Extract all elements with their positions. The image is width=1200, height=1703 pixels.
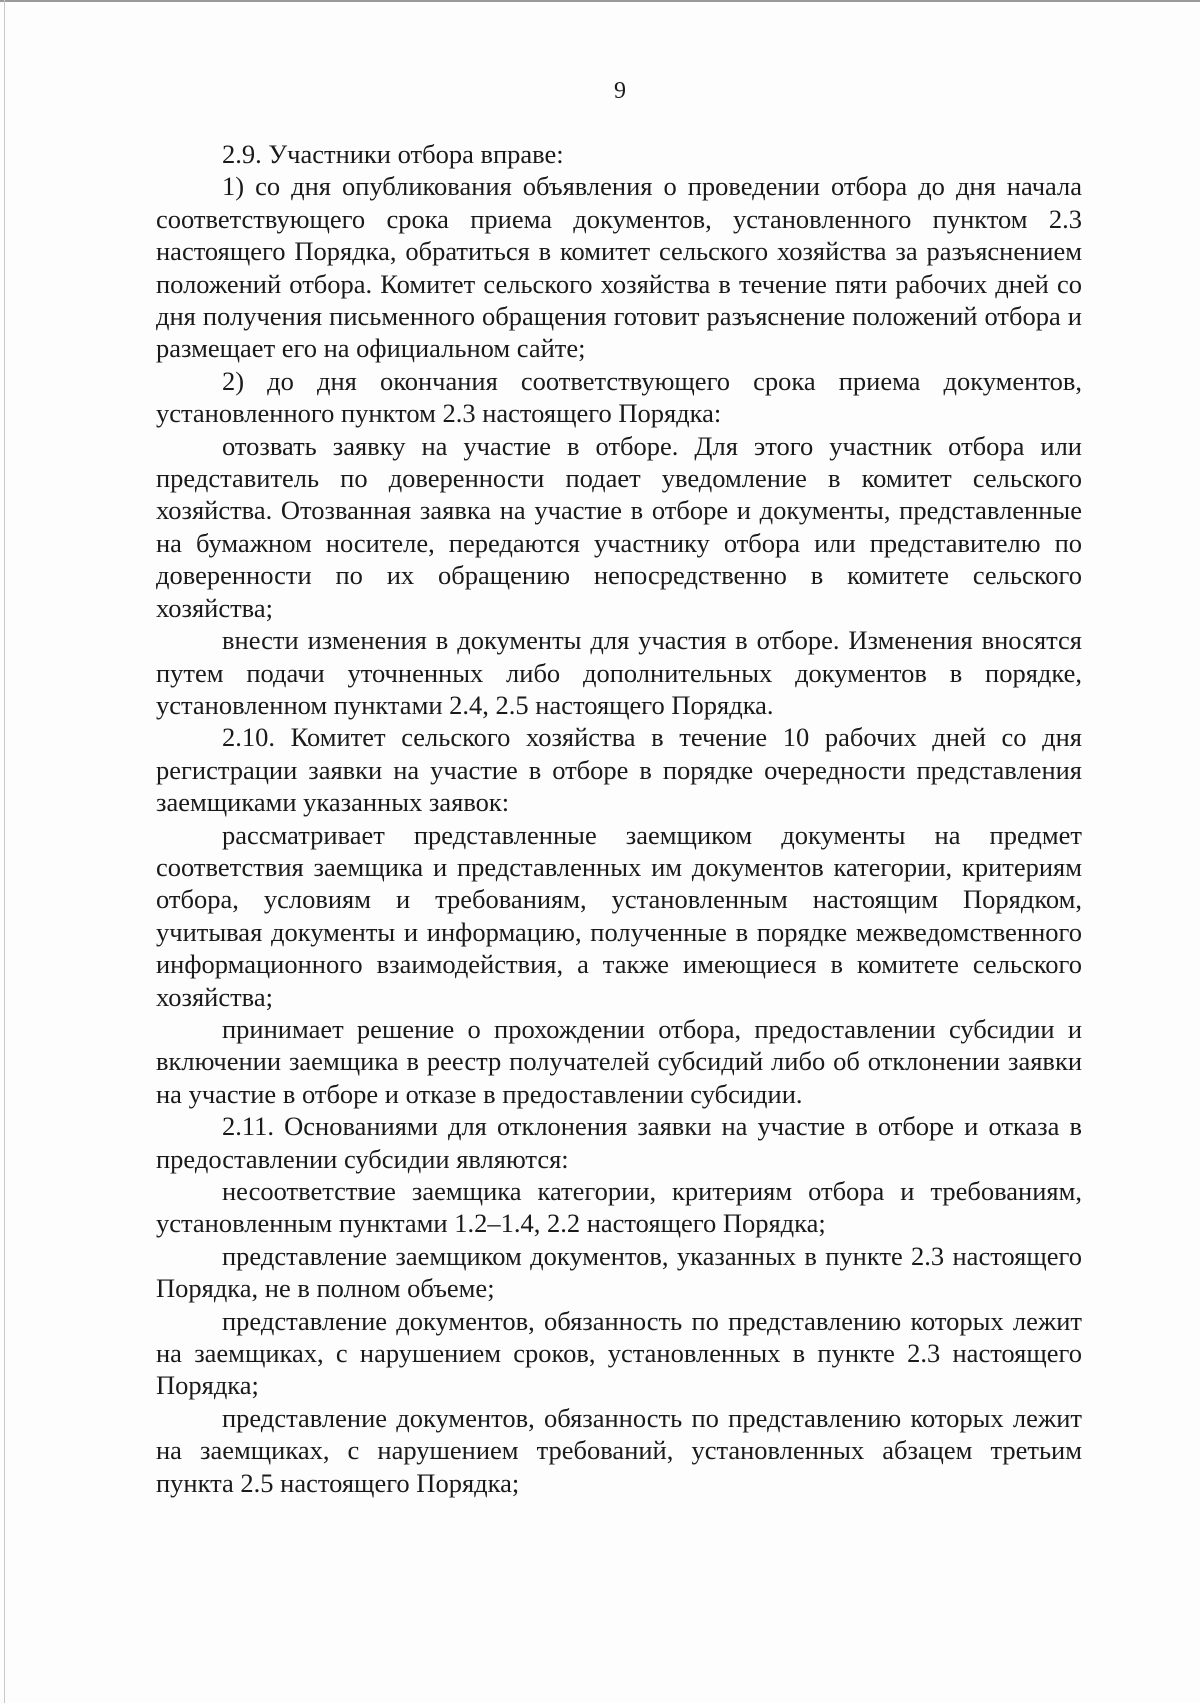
- paragraph-withdraw-application: отозвать заявку на участие в отборе. Для этого участник отбора или представитель по доверенности подает уведомление в комитет сельского хозяйства. Отозванная заявка на участие в отборе и документы, представленные на бумажном носителе, передаются участнику отбора или представителю по доверенности по их обращению непосредственно в комитете сельского хозяйства;: [156, 430, 1082, 623]
- paragraph-nonconformity: несоответствие заемщика категории, критериям отбора и требованиям, установленным пунктами 1.2–1.4, 2.2 настоящего Порядка;: [156, 1176, 1082, 1239]
- paragraph-reviews-documents: рассматривает представленные заемщиком документы на предмет соответствия заемщика и представленных им документов категории, критериям отбора, условиям и требованиям, установленным настоящим Порядком, учитывая документы и информацию, полученные в порядке межведомственного информационного взаимодействия, а также имеющиеся в комитете сельского хозяйства;: [156, 819, 1082, 1012]
- paragraph-deadline-violation: представление документов, обязанность по представлению которых лежит на заемщиках, с нарушением сроков, установленных в пункте 2.3 настоящего Порядка;: [156, 1305, 1082, 1401]
- paragraph-incomplete-documents: представление заемщиком документов, указанных в пункте 2.3 настоящего Порядка, не в полном объеме;: [156, 1240, 1082, 1304]
- paragraph-makes-decision: принимает решение о прохождении отбора, предоставлении субсидии и включении заемщика в реестр получателей субсидий либо об отклонении заявки на участие в отборе и отказе в предоставлении субсидии.: [156, 1013, 1082, 1109]
- scan-edge-top: [0, 0, 1200, 2]
- paragraph-2-11: 2.11. Основаниями для отклонения заявки на участие в отборе и отказа в предоставлении субсидии являются:: [156, 1111, 1082, 1174]
- scan-edge-left: [4, 0, 5, 1703]
- paragraph-amend-documents: внести изменения в документы для участия в отборе. Изменения вносятся путем подачи уточненных либо дополнительных документов в порядке, установленном пунктами 2.4, 2.5 настоящего Порядка.: [156, 625, 1082, 720]
- document-body: [156, 138, 1082, 1499]
- paragraph-2-9-item-2: 2) до дня окончания соответствующего срока приема документов, установленного пунктом 2.3 настоящего Порядка:: [156, 365, 1082, 429]
- paragraph-requirements-violation: представление документов, обязанность по представлению которых лежит на заемщиках, с нарушением требований, установленных абзацем третьим пункта 2.5 настоящего Порядка;: [156, 1402, 1082, 1498]
- page-number: 9: [614, 78, 626, 104]
- paragraph-2-9-heading: 2.9. Участники отбора вправе:: [222, 139, 564, 169]
- paragraph-2-10: 2.10. Комитет сельского хозяйства в течение 10 рабочих дней со дня регистрации заявки на участие в отборе в порядке очередности представления заемщиками указанных заявок:: [156, 722, 1082, 818]
- paragraph-2-9-item-1: 1) со дня опубликования объявления о проведении отбора до дня начала соответствующего срока приема документов, установленного пунктом 2.3 настоящего Порядка, обратиться в комитет сельского хозяйства за разъяснением положений отбора. Комитет сельского хозяйства в течение пяти рабочих дней со дня получения письменного обращения готовит разъяснение положений отбора и размещает его на официальном сайте;: [156, 171, 1082, 364]
